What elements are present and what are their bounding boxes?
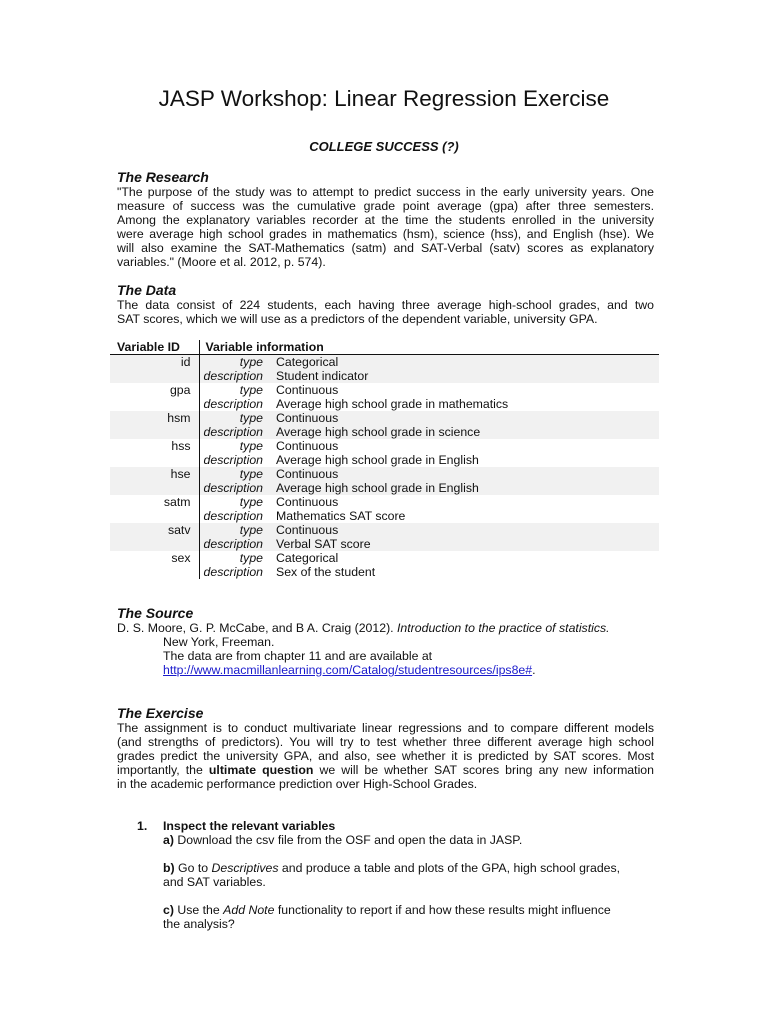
step-number: 1.: [137, 819, 148, 833]
data-heading: The Data: [117, 282, 177, 298]
variable-type: Continuous: [275, 411, 659, 425]
column-header-variable-info: Variable information: [199, 340, 659, 355]
research-line: Among the explanatory variables recorder at the time the students enrolled in the university: [117, 213, 654, 227]
variable-id: hss: [110, 439, 199, 453]
citation-authors: D. S. Moore, G. P. McCabe, and B A. Craig (2012).: [117, 621, 397, 635]
variable-description: Average high school grade in English: [275, 481, 659, 495]
variable-type: Categorical: [275, 355, 659, 370]
table-row: [110, 537, 659, 551]
table-row: [110, 369, 659, 383]
variable-type: Categorical: [276, 551, 339, 565]
variable-description: Sex of the student: [276, 565, 376, 579]
step-c-cont: the analysis?: [163, 917, 235, 931]
table-row: [110, 523, 659, 537]
data-line: The data consist of 224 students, each having three average high-school grades, and two: [117, 298, 654, 312]
variable-description: Average high school grade in English: [276, 453, 479, 467]
variable-id: hse: [110, 467, 199, 481]
variable-id: id: [110, 355, 199, 370]
step-title: Inspect the relevant variables: [163, 819, 336, 833]
type-label: type: [199, 467, 275, 481]
table-header-row: [110, 340, 659, 355]
table-row: [110, 509, 659, 523]
variable-id: hsm: [110, 411, 199, 425]
exercise-heading: The Exercise: [117, 705, 204, 721]
description-label: description: [199, 425, 275, 439]
type-label: type: [239, 495, 263, 509]
table-row: [110, 565, 659, 579]
description-label: description: [203, 565, 263, 579]
document-subtitle: COLLEGE SUCCESS (?): [309, 139, 459, 154]
table-row: [110, 453, 659, 467]
description-label: description: [199, 369, 275, 383]
variable-id: sex: [110, 551, 199, 565]
table-row: [110, 467, 659, 481]
exercise-line: in the academic performance prediction over High-School Grades.: [117, 777, 478, 791]
link-suffix: .: [532, 663, 536, 677]
type-label: type: [199, 411, 275, 425]
description-label: description: [203, 509, 263, 523]
table-row: [110, 411, 659, 425]
description-label: description: [199, 481, 275, 495]
variable-id: satm: [110, 495, 199, 509]
table-row: [110, 383, 659, 397]
exercise-line: The assignment is to conduct multivariate linear regressions and to compare different models: [117, 721, 654, 735]
variable-description: Verbal SAT score: [275, 537, 659, 551]
description-label: description: [203, 397, 263, 411]
column-header-variable-id: Variable ID: [110, 340, 199, 355]
exercise-line: (and strengths of predictors). You will try to test whether three different average high school: [117, 735, 654, 749]
variable-type: Continuous: [276, 495, 339, 509]
data-source-link[interactable]: http://www.macmillanlearning.com/Catalog/studentresources/ips8e#: [163, 663, 533, 677]
data-line: SAT scores, which we will use as a predictors of the dependent variable, university GPA.: [117, 312, 598, 326]
research-line: will also examine the SAT-Mathematics (satm) and SAT-Verbal (satv) scores as explanatory: [117, 241, 654, 255]
document-title: JASP Workshop: Linear Regression Exercise: [158, 86, 610, 111]
type-label: type: [239, 383, 263, 397]
ultimate-question-emphasis: ultimate question: [208, 763, 314, 777]
research-line: "The purpose of the study was to attempt to predict success in the early university years. One: [117, 185, 654, 199]
variable-type: Continuous: [275, 467, 659, 481]
table-row: [110, 439, 659, 453]
variable-type: Continuous: [276, 383, 339, 397]
citation-availability: The data are from chapter 11 and are available at: [163, 649, 433, 663]
table-row: [110, 397, 659, 411]
research-line: variables." (Moore et al. 2012, p. 574).: [117, 255, 326, 269]
variable-type: Continuous: [275, 523, 659, 537]
data-paragraph: [117, 298, 654, 326]
research-paragraph: [117, 185, 654, 269]
type-label: type: [239, 551, 263, 565]
variable-description: Mathematics SAT score: [276, 509, 406, 523]
source-citation: [117, 621, 610, 677]
citation-link-line: [117, 663, 610, 677]
research-line: measure of success was the cumulative grade point average (gpa) after three semesters.: [117, 199, 654, 213]
variable-description: Student indicator: [275, 369, 659, 383]
variable-type: Continuous: [276, 439, 339, 453]
variable-id: satv: [110, 523, 199, 537]
type-label: type: [199, 523, 275, 537]
exercise-paragraph: [117, 721, 654, 791]
step-c: c) Use the Add Note functionality to report if and how these results might influence: [163, 903, 611, 917]
source-heading: The Source: [117, 605, 194, 621]
step-b: b) Go to Descriptives and produce a table and plots of the GPA, high school grades,: [163, 861, 621, 875]
citation-book-title: Introduction to the practice of statistics.: [397, 621, 610, 635]
table-row: [110, 481, 659, 495]
variable-description: Average high school grade in mathematics: [276, 397, 509, 411]
description-label: description: [203, 453, 263, 467]
citation-publisher: New York, Freeman.: [163, 635, 275, 649]
table-row: [110, 495, 659, 509]
exercise-line: grades predict the university GPA, and also, see whether it is predicted by SAT scores. Most: [117, 749, 654, 763]
table-row: [110, 355, 659, 370]
type-label: type: [199, 355, 275, 370]
variables-table: [110, 340, 659, 579]
exercise-line: importantly, the ultimate question we will be whether SAT scores bring any new information: [117, 763, 654, 777]
type-label: type: [239, 439, 263, 453]
research-line: were average high school grades in mathematics (hsm), science (hss), and English (hse). We: [117, 227, 654, 241]
table-row: [110, 425, 659, 439]
citation-line: [117, 621, 610, 635]
step-b-cont: and SAT variables.: [163, 875, 266, 889]
description-label: description: [199, 537, 275, 551]
variable-description: Average high school grade in science: [275, 425, 659, 439]
step-body: [163, 819, 657, 931]
table-row: [110, 551, 659, 565]
step-a: a) Download the csv file from the OSF and open the data in JASP.: [163, 833, 523, 847]
variable-id: gpa: [110, 383, 199, 397]
research-heading: The Research: [117, 169, 209, 185]
